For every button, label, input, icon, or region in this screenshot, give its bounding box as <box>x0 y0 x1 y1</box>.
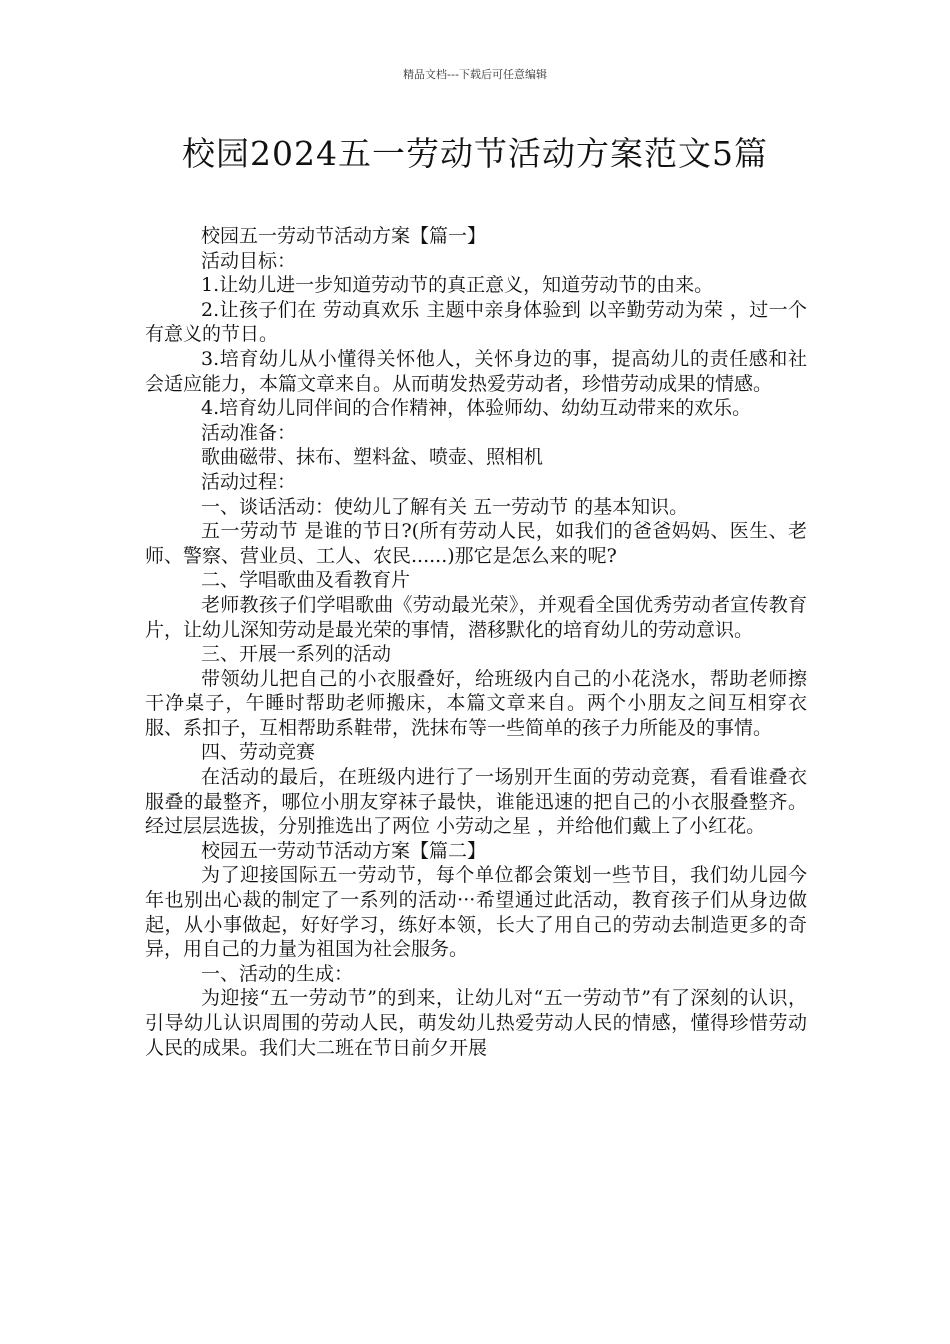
paragraph: 校园五一劳动节活动方案【篇一】 <box>201 225 487 247</box>
paragraph: 3.培育幼儿从小懂得关怀他人，关怀身边的事，提高幼儿的责任感和社会适应能力，本篇文章来自。从而萌发热爱劳动者，珍惜劳动成果的情感。 <box>145 347 807 395</box>
document-title: 校园2024五一劳动节活动方案范文5篇 <box>182 134 768 173</box>
paragraph: 校园五一劳动节活动方案【篇二】 <box>201 839 487 862</box>
paragraph: 一、活动的生成： <box>201 962 354 985</box>
paragraph: 一、谈话活动：使幼儿了解有关 五一劳动节 的基本知识。 <box>201 495 689 518</box>
paragraph: 活动目标： <box>201 249 297 272</box>
paragraph: 带领幼儿把自己的小衣服叠好，给班级内自己的小花浇水，帮助老师擦干净桌子，午睡时帮助老师搬床，本篇文章来自。两个小朋友之间互相穿衣服、系扣子，互相帮助系鞋带，洗抹布等一些简单的孩子力所能及的事情。 <box>145 667 807 739</box>
paragraph: 为迎接“五一劳动节”的到来，让幼儿对“五一劳动节”有了深刻的认识，引导幼儿认识周围的劳动人民，萌发幼儿热爱劳动人民的情感，懂得珍惜劳动人民的成果。我们大二班在节日前夕开展 <box>145 987 807 1059</box>
paragraph: 1.让幼儿进一步知道劳动节的真正意义，知道劳动节的由来。 <box>201 274 714 297</box>
paragraph: 二、学唱歌曲及看教育片 <box>201 569 411 592</box>
paragraph: 4.培育幼儿同伴间的合作精神，体验师幼、幼幼互动带来的欢乐。 <box>201 397 752 420</box>
paragraph: 活动过程： <box>201 470 297 493</box>
document-body <box>145 224 807 1060</box>
paragraph: 活动准备： <box>201 421 297 444</box>
paragraph: 在活动的最后，在班级内进行了一场别开生面的劳动竞赛，看看谁叠衣服叠的最整齐，哪位小朋友穿袜子最快，谁能迅速的把自己的小衣服叠整齐。经过层层选拔，分别推选出了两位 小劳动之星 ，并给他们戴上了小红花。 <box>145 766 807 838</box>
paragraph: 为了迎接国际五一劳动节，每个单位都会策划一些节目，我们幼儿园今年也别出心裁的制定了一系列的活动···希望通过此活动，教育孩子们从身边做起，从小事做起，好好学习，练好本领，长大了用自己的劳动去制造更多的奇异，用自己的力量为祖国为社会服务。 <box>145 864 807 961</box>
paragraph: 五一劳动节 是谁的节日?(所有劳动人民，如我们的爸爸妈妈、医生、老师、警察、营业员、工人、农民......)那它是怎么来的呢? <box>145 520 807 567</box>
paragraph: 老师教孩子们学唱歌曲《劳动最光荣》，并观看全国优秀劳动者宣传教育片，让幼儿深知劳动是最光荣的事情，潜移默化的培育幼儿的劳动意识。 <box>145 593 807 641</box>
paragraph: 2.让孩子们在 劳动真欢乐 主题中亲身体验到 以辛勤劳动为荣 ，过一个有意义的节日。 <box>145 298 807 346</box>
paragraph: 三、开展一系列的活动 <box>201 643 392 666</box>
paragraph: 歌曲磁带、抹布、塑料盆、喷壶、照相机 <box>201 446 544 469</box>
paragraph: 四、劳动竞赛 <box>201 741 316 764</box>
page-header: 精品文档---下载后可任意编辑 <box>403 68 547 81</box>
